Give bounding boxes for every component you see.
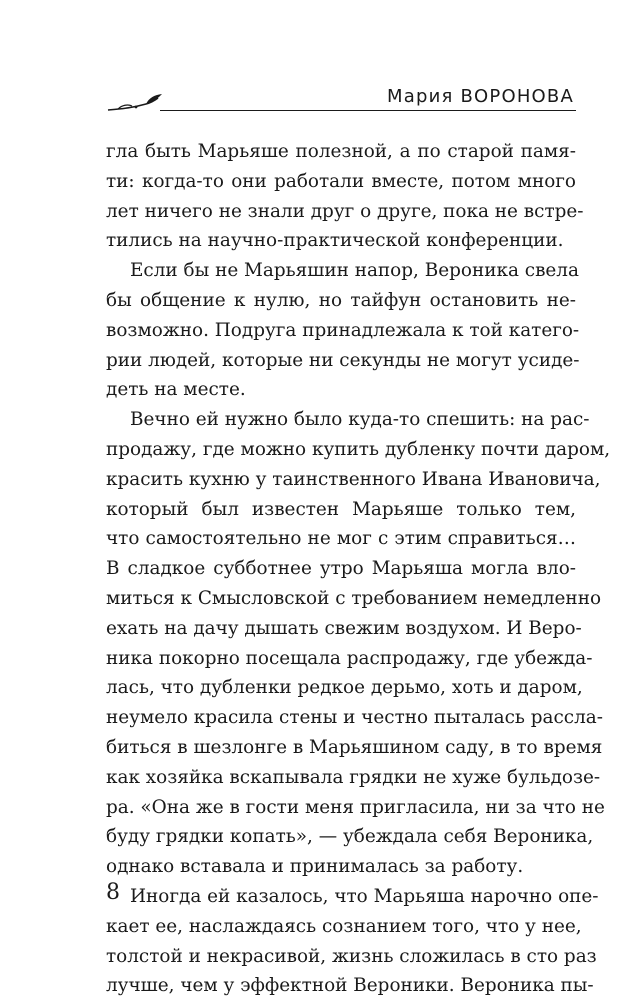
text-line: ехать на дачу дышать свежим воздухом. И Веро-	[106, 617, 582, 639]
text-line: гла быть Марьяше полезной, а по старой памя-	[106, 141, 576, 162]
header-rule	[160, 110, 576, 111]
text-line: тились на научно-практической конференции.	[106, 230, 564, 252]
text-line: который был известен Марьяше только тем,	[106, 498, 576, 520]
running-head-author: Мария ВОРОНОВА	[387, 86, 574, 107]
text-line: толстой и некрасивой, жизнь сложилась в сто раз	[106, 945, 597, 967]
text-line: Если бы не Марьяшин напор, Вероника свела	[130, 260, 579, 282]
text-line: как хозяйка вскапывала грядки не хуже бульдозе-	[106, 766, 601, 788]
text-line: миться к Смысловской с требованием немедленно	[106, 587, 602, 609]
text-line: красить кухню у таинственного Ивана Ивановича,	[106, 468, 601, 490]
body-text	[106, 137, 611, 1001]
text-line: однако вставала и принималась за работу.	[106, 856, 524, 878]
text-line: ти: когда-то они работали вместе, потом много	[106, 170, 576, 192]
text-line: продажу, где можно купить дубленку почти даром,	[106, 438, 611, 460]
text-line: ра. «Она же в гости меня пригласила, ни за что не	[106, 796, 605, 818]
text-line: возможно. Подруга принадлежала к той катего-	[106, 319, 580, 341]
text-line: бы общение к нулю, но тайфун остановить не-	[106, 289, 576, 311]
text-line: буду грядки копать», — убеждала себя Вероника,	[106, 826, 594, 848]
text-line: лучше, чем у эффектной Вероники. Вероника пы-	[106, 975, 594, 997]
text-line: кает ее, наслаждаясь сознанием того, что у нее,	[106, 915, 582, 937]
text-line: Вечно ей нужно было куда-то спешить: на рас-	[130, 409, 590, 431]
text-line: неумело красила стены и честно пыталась рассла-	[106, 707, 603, 729]
text-line: В сладкое субботнее утро Марьяша могла вло-	[106, 558, 576, 580]
running-header	[106, 86, 576, 114]
text-line: рии людей, которые ни секунды не могут усиде-	[106, 349, 580, 371]
text-line: лась, что дубленки редкое дерьмо, хоть и даром,	[106, 677, 583, 699]
text-line: ника покорно посещала распродажу, где убежда-	[106, 647, 593, 669]
text-line: биться в шезлонге в Марьяшином саду, в то время	[106, 736, 603, 758]
text-line: лет ничего не знали друг о друге, пока не встре-	[106, 200, 584, 222]
text-line: деть на месте.	[106, 379, 246, 401]
text-line: Иногда ей казалось, что Марьяша нарочно опе-	[130, 885, 599, 907]
text-line: что самостоятельно не мог с этим справиться…	[106, 528, 576, 550]
quill-ornament-icon	[106, 92, 166, 112]
page-number: 8	[106, 880, 120, 905]
